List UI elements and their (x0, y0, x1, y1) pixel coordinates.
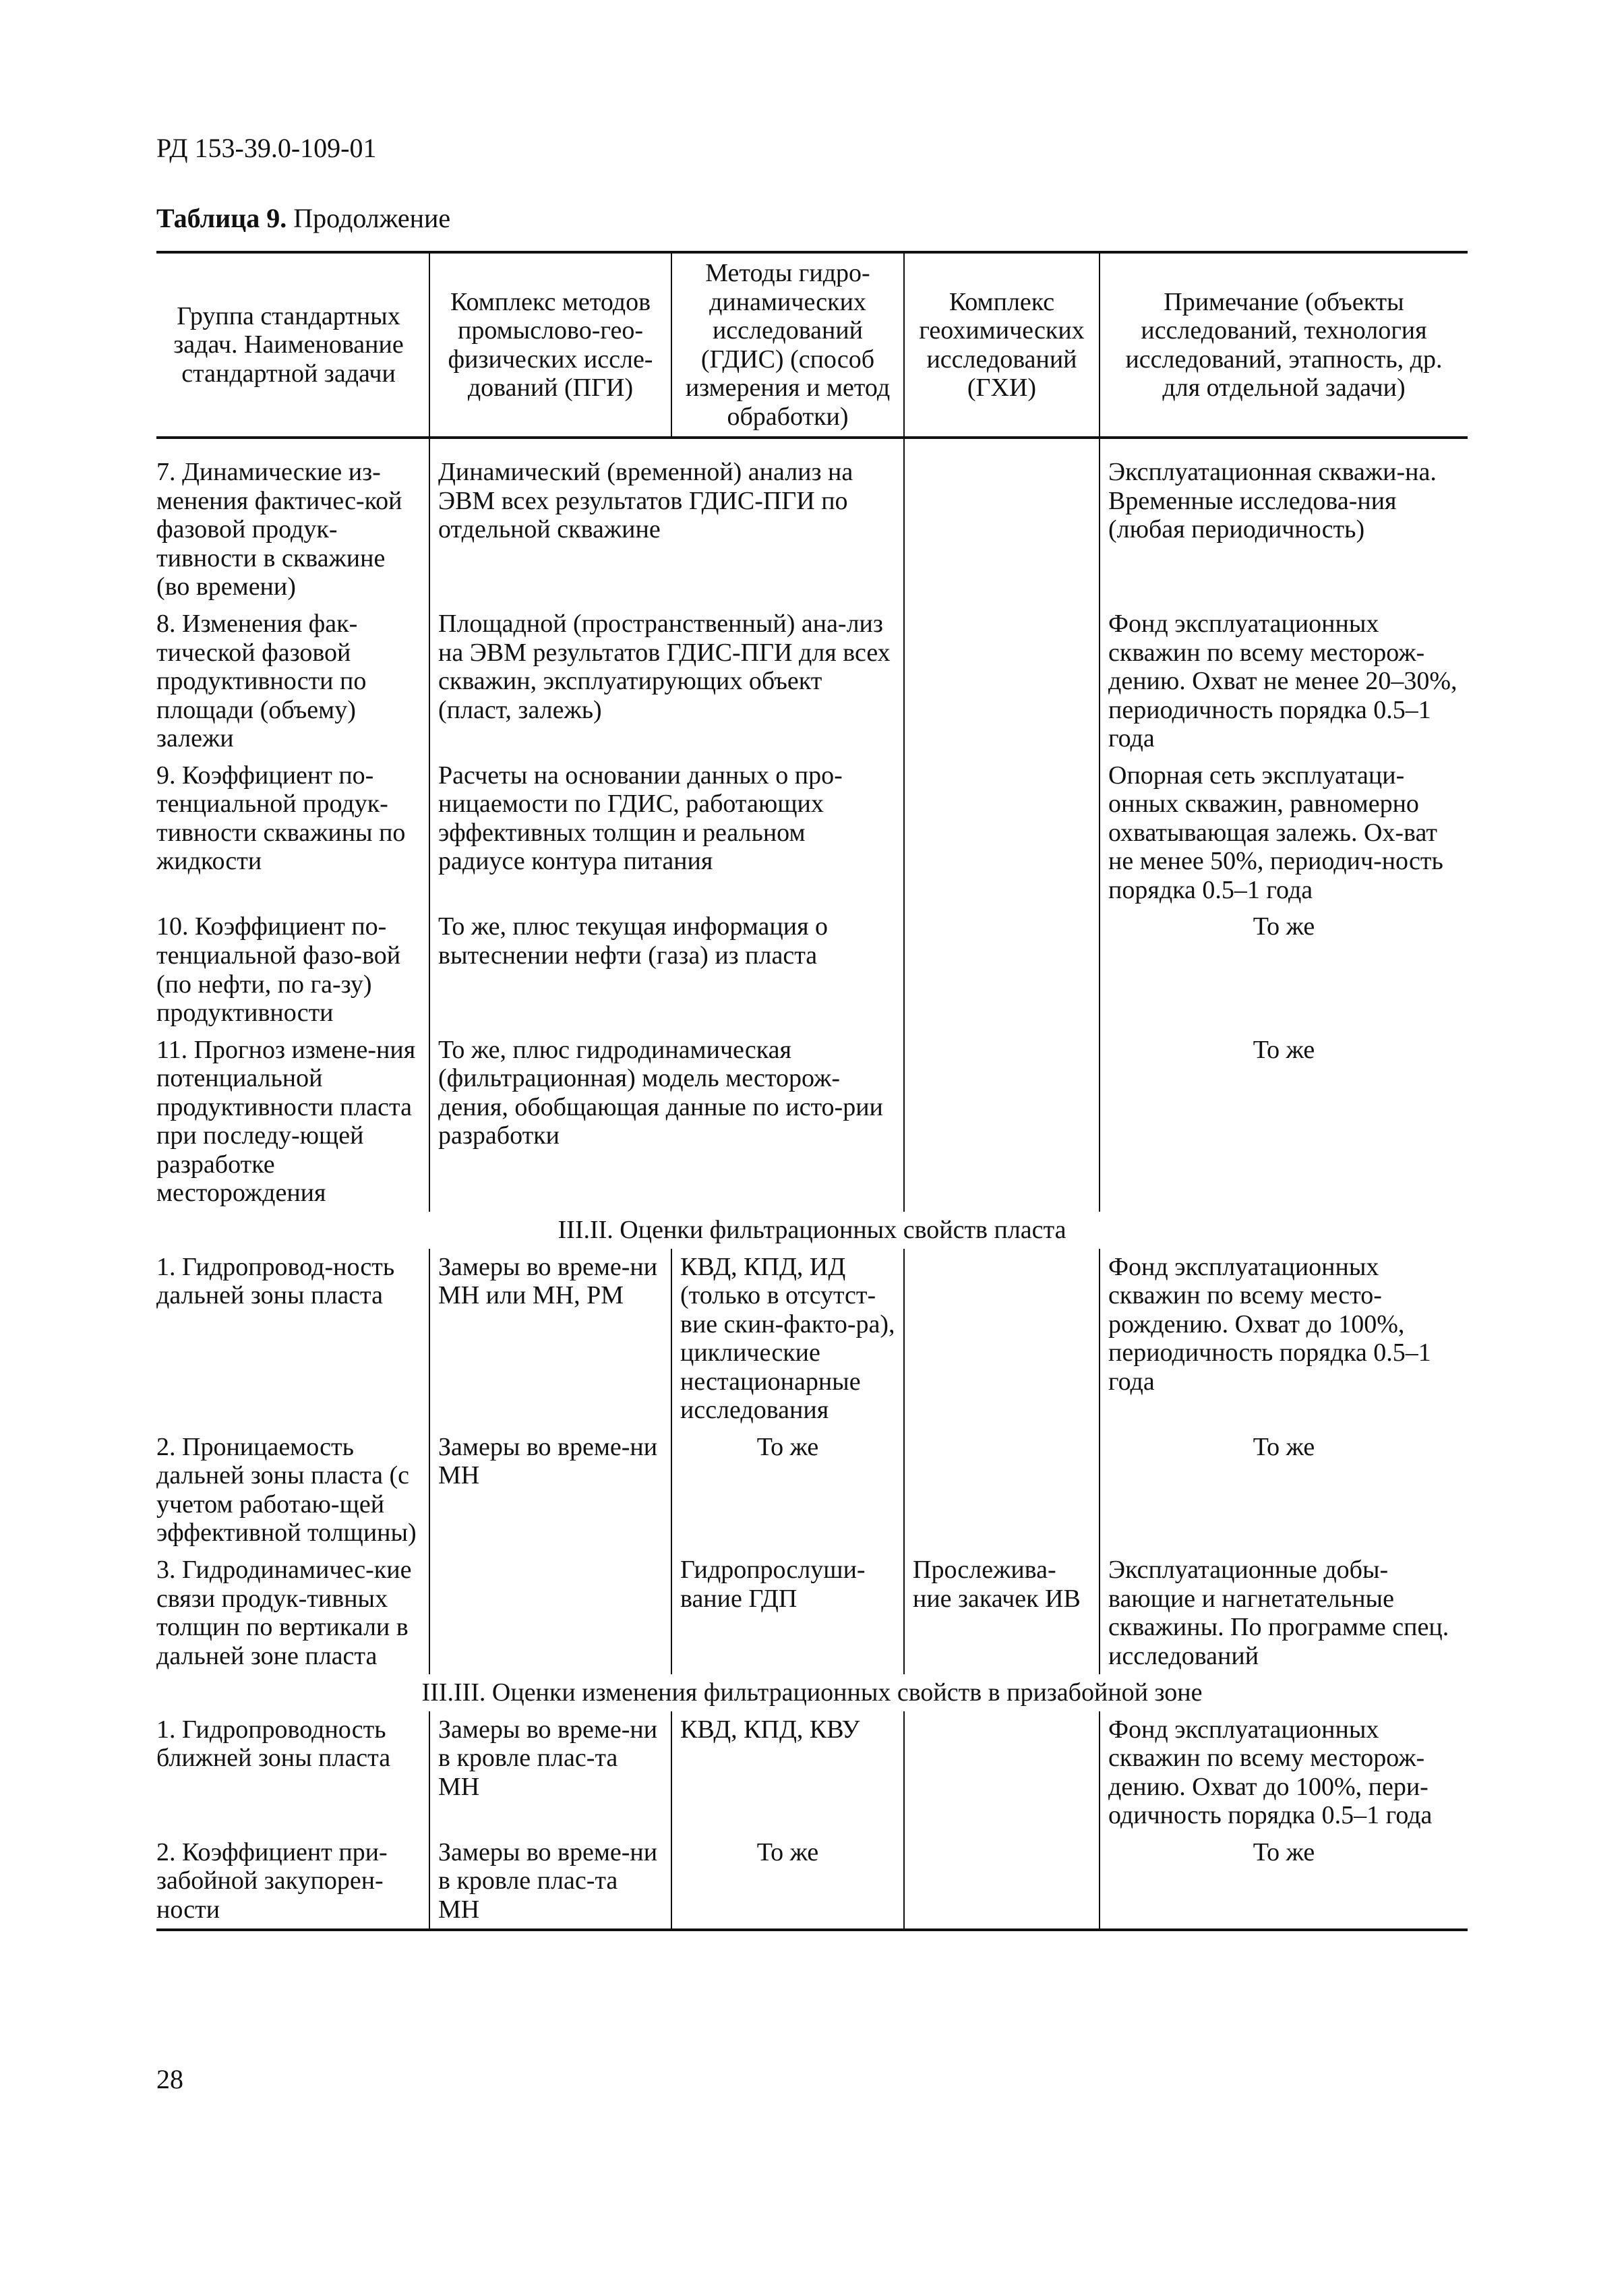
pgi-cell: Замеры во време-ни в кровле плас-та МН (429, 1834, 671, 1930)
methods-cell: Площадной (пространственный) ана-лиз на ЭВМ результатов ГДИС-ПГИ для всех скважин, эксплуатирующих объект (пласт, залежь) (429, 606, 904, 757)
ghi-cell (904, 908, 1100, 1031)
task-cell: 10. Коэффициент по-тенциальной фазо-вой (по нефти, по га-зу) продуктивности (156, 912, 401, 1028)
gdis-cell: То же (671, 1429, 904, 1552)
table-row (156, 1249, 1468, 1429)
table-row (156, 1032, 1468, 1212)
task-cell: 7. Динамические из-менения фактичес-кой фазовой продук-тивности в скважине (во времени) (156, 458, 402, 601)
task-cell: 2. Проницаемость дальней зоны пласта (с учетом работаю-щей эффективной толщины) (156, 1432, 417, 1548)
table-row (156, 606, 1468, 757)
methods-cell: То же, плюс текущая информация о вытеснении нефти (газа) из пласта (429, 908, 904, 1031)
task-cell: 1. Гидропроводность ближней зоны пласта (156, 1715, 391, 1773)
table-caption-text: Продолжение (287, 203, 451, 233)
table-row (156, 908, 1468, 1031)
header-ghi: Комплекс геохимических исследований (ГХИ) (904, 252, 1100, 438)
section-heading-row (156, 1674, 1468, 1711)
task-cell: 3. Гидродинамичес-кие связи продук-тивных толщин по вертикали в дальней зоне пласта (156, 1555, 412, 1670)
table-row (156, 1834, 1468, 1930)
pgi-cell: Замеры во време-ни МН (429, 1429, 671, 1552)
note-cell: Фонд эксплуатационных скважин по всему месторож-дению. Охват не менее 20–30%, периодичность порядка 0.5–1 года (1100, 606, 1468, 757)
pgi-cell (429, 1552, 671, 1674)
section-heading-row (156, 1212, 1468, 1249)
standard-tasks-table (156, 251, 1468, 1931)
table-header-row (156, 252, 1468, 438)
table-row (156, 1711, 1468, 1834)
gdis-cell: То же (671, 1834, 904, 1930)
gdis-cell: Гидропрослуши-вание ГДП (671, 1552, 904, 1674)
note-cell: То же (1100, 1032, 1468, 1212)
header-pgi: Комплекс методов промыслово-гео-физических иссле-дований (ПГИ) (429, 252, 671, 438)
section-title: III.III. Оценки изменения фильтрационных свойств в призабойной зоне (421, 1678, 1203, 1707)
task-cell: 9. Коэффициент по-тенциальной продук-тивности скважины по жидкости (156, 761, 406, 876)
note-cell: Фонд эксплуатационных скважин по всему место-рождению. Охват до 100%, периодичность порядка 0.5–1 года (1100, 1249, 1468, 1429)
ghi-cell (904, 1711, 1100, 1834)
task-cell: 1. Гидропровод-ность дальней зоны пласта (156, 1252, 395, 1310)
note-cell: То же (1100, 1429, 1468, 1552)
table-row (156, 757, 1468, 909)
header-gdis: Методы гидро-динамических исследований (ГДИС) (способ измерения и метод обработки) (671, 252, 904, 438)
methods-cell: Динамический (временной) анализ на ЭВМ всех результатов ГДИС-ПГИ по отдельной скважине (429, 438, 904, 606)
header-note: Примечание (объекты исследований, технология исследований, этапность, др. для отдельной задачи) (1100, 252, 1468, 438)
gdis-cell: КВД, КПД, ИД (только в отсутст-вие скин-факто-ра), циклические нестационарные исследования (671, 1249, 904, 1429)
note-cell: Фонд эксплуатационных скважин по всему месторож-дению. Охват до 100%, пери-одичность порядка 0.5–1 года (1100, 1711, 1468, 1834)
document-code: РД 153-39.0-109-01 (156, 133, 377, 163)
pgi-cell: Замеры во време-ни в кровле плас-та МН (429, 1711, 671, 1834)
table-caption (156, 202, 450, 234)
table-caption-number: Таблица 9. (156, 203, 287, 233)
header-task-group: Группа стандартных задач. Наименование стандартной задачи (156, 252, 429, 438)
note-cell: То же (1100, 908, 1468, 1031)
note-cell: То же (1100, 1834, 1468, 1930)
note-cell: Эксплуатационные добы-вающие и нагнетательные скважины. По программе спец. исследований (1100, 1552, 1468, 1674)
task-cell: 8. Изменения фак-тической фазовой продуктивности по площади (объему) залежи (156, 610, 367, 753)
ghi-cell (904, 1249, 1100, 1429)
task-cell: 2. Коэффициент при-забойной закупорен-ности (156, 1834, 429, 1930)
gdis-cell: КВД, КПД, КВУ (671, 1711, 904, 1834)
ghi-cell (904, 757, 1100, 909)
ghi-cell (904, 606, 1100, 757)
section-title: III.II. Оценки фильтрационных свойств пласта (558, 1215, 1066, 1244)
note-cell: Эксплуатационная скважи-на. Временные исследова-ния (любая периодичность) (1100, 438, 1468, 606)
task-cell: 11. Прогноз измене-ния потенциальной продуктивности пласта при последу-ющей разработке месторождения (156, 1035, 416, 1208)
ghi-cell: Прослежива-ние закачек ИВ (904, 1552, 1100, 1674)
ghi-cell (904, 1834, 1100, 1930)
table-row (156, 438, 1468, 606)
table-row (156, 1429, 1468, 1552)
methods-cell: То же, плюс гидродинамическая (фильтрационная) модель месторож-дения, обобщающая данные по исто-рии разработки (429, 1032, 904, 1212)
page-number: 28 (156, 2064, 183, 2094)
pgi-cell: Замеры во време-ни МН или МН, РМ (429, 1249, 671, 1429)
note-cell: Опорная сеть эксплуатаци-онных скважин, равномерно охватывающая залежь. Ох-ват не менее 50%, периодич-ность порядка 0.5–1 года (1100, 757, 1468, 909)
ghi-cell (904, 1032, 1100, 1212)
table-row (156, 1552, 1468, 1674)
ghi-cell (904, 438, 1100, 606)
methods-cell: Расчеты на основании данных о про-ницаемости по ГДИС, работающих эффективных толщин и реальном радиусе контура питания (429, 757, 904, 909)
ghi-cell (904, 1429, 1100, 1552)
